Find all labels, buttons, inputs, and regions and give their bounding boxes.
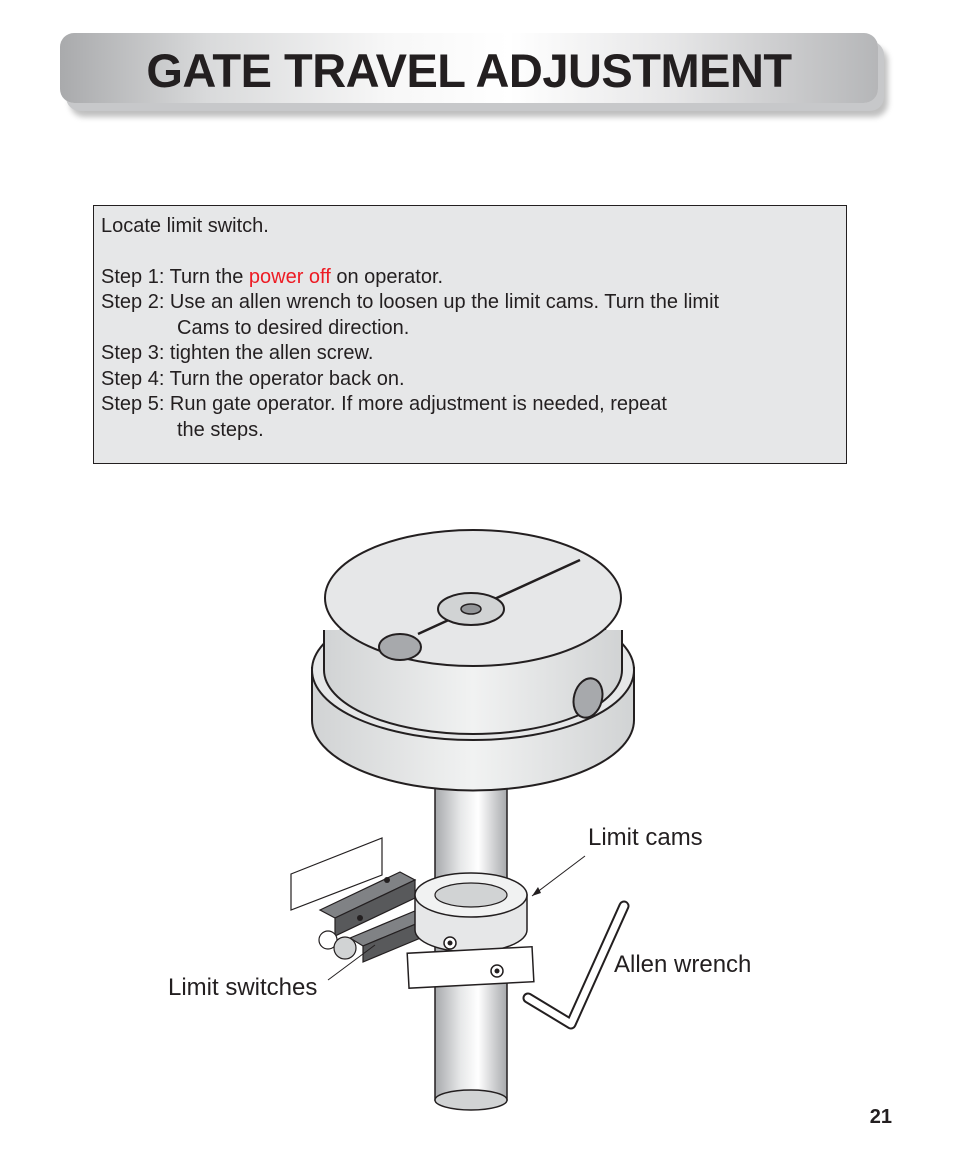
step-1-suffix: on operator. (330, 265, 444, 288)
allen-wrench-label: Allen wrench (614, 951, 752, 978)
instruction-box (93, 205, 847, 464)
step-3: Step 3: tighten the allen screw. (101, 342, 374, 364)
step-4: Step 4: Turn the operator back on. (101, 367, 405, 390)
page-title: GATE TRAVEL ADJUSTMENT (146, 44, 792, 97)
title-banner (60, 33, 878, 103)
drum-housing (312, 530, 634, 790)
intro-text: Locate limit switch. (101, 215, 269, 237)
limit-cams (407, 873, 534, 988)
allen-wrench (528, 906, 624, 1024)
step-5-line-1: Step 5: Run gate operator. If more adjustment is needed, repeat (101, 393, 667, 415)
power-off-warning: power off (248, 265, 331, 288)
step-2-line-2: Cams to desired direction. (177, 316, 410, 339)
limit-switch-illustration (160, 520, 800, 1120)
step-2-line-1: Step 2: Use an allen wrench to loosen up the limit cams. Turn the limit (101, 291, 720, 313)
step-1 (101, 265, 846, 291)
page-number: 21 (869, 1106, 892, 1128)
limit-cams-label: Limit cams (588, 824, 703, 851)
spacer (101, 240, 846, 265)
step-1-prefix: Step 1: Turn the (101, 265, 249, 288)
limit-switch-assembly (291, 838, 435, 962)
limit-switches-label: Limit switches (168, 974, 318, 1001)
step-5-line-2: the steps. (177, 418, 264, 441)
